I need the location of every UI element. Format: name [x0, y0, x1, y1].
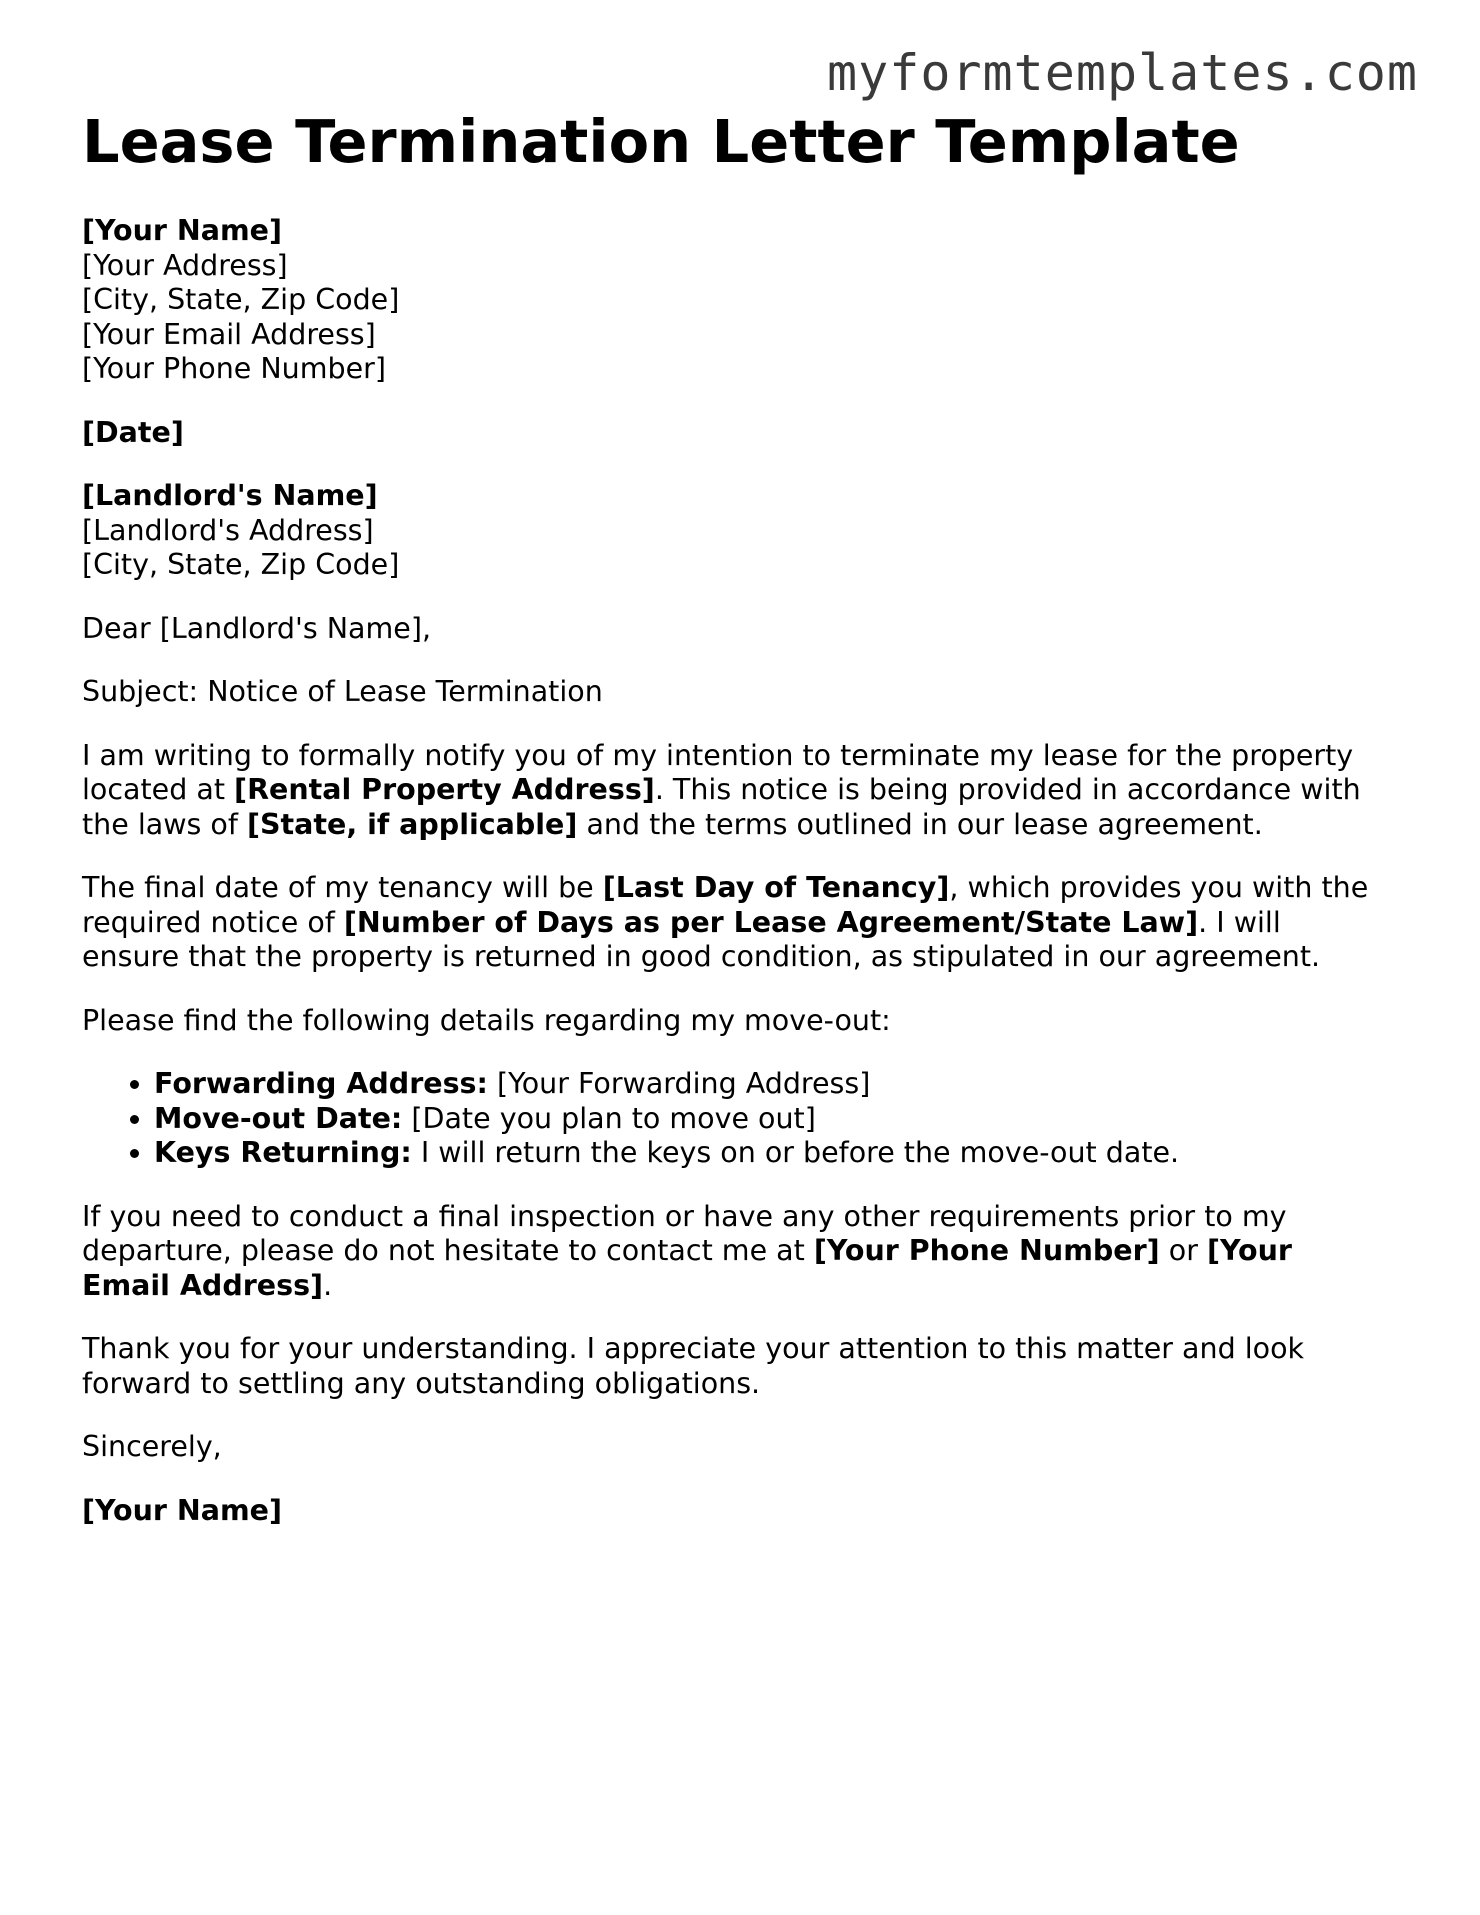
text-segment: . This notice is being provided in accordance with — [654, 773, 1361, 806]
detail-value: [Date you plan to move out] — [402, 1101, 816, 1135]
paragraph-tenancy-line-3: ensure that the property is returned in good condition, as stipulated in our agreement. — [82, 940, 1321, 973]
sender-address: [Your Address] — [82, 248, 288, 282]
sender-block — [82, 214, 1402, 387]
text-segment: . — [323, 1268, 333, 1302]
text-segment: departure, please do not hesitate to contact me at — [82, 1234, 814, 1267]
recipient-name: [Landlord's Name] — [82, 479, 378, 512]
letter-page — [82, 104, 1402, 1528]
date-block — [82, 416, 1402, 451]
detail-value: I will return the keys on or before the move-out date. — [411, 1136, 1180, 1169]
paragraph-contact — [82, 1200, 1402, 1304]
sender-city-state-zip: [City, State, Zip Code] — [82, 283, 400, 316]
detail-value: [Your Forwarding Address] — [487, 1067, 871, 1100]
placeholder-last-day: [Last Day of Tenancy] — [602, 871, 950, 904]
placeholder-notice-days: [Number of Days as per Lease Agreement/State Law] — [343, 905, 1199, 939]
paragraph-thanks — [82, 1332, 1402, 1401]
text-segment: . I will — [1198, 905, 1281, 939]
paragraph-notice-line-1: I am writing to formally notify you of my intention to terminate my lease for the property — [82, 738, 1354, 772]
text-segment: or — [1159, 1234, 1207, 1267]
placeholder-rental-address: [Rental Property Address] — [234, 773, 655, 806]
sender-email: [Your Email Address] — [82, 317, 376, 351]
paragraph-tenancy-line-2 — [82, 906, 1402, 941]
text-segment: the laws of — [82, 807, 247, 841]
letter-date: [Date] — [82, 415, 184, 449]
paragraph-contact-line-3 — [82, 1269, 1402, 1304]
paragraph-contact-line-2 — [82, 1234, 1402, 1269]
recipient-address: [Landlord's Address] — [82, 513, 374, 547]
recipient-city-state-zip: [City, State, Zip Code] — [82, 548, 400, 581]
sender-phone: [Your Phone Number] — [82, 352, 386, 385]
paragraph-notice-line-2 — [82, 773, 1402, 808]
placeholder-state: [State, if applicable] — [246, 807, 578, 841]
placeholder-phone: [Your Phone Number] — [813, 1234, 1160, 1267]
placeholder-email-start: [Your — [1206, 1234, 1292, 1267]
text-segment: located at — [82, 773, 235, 806]
text-segment: and the terms outlined in our lease agreement. — [577, 807, 1263, 841]
paragraph-tenancy — [82, 871, 1402, 975]
salutation: Dear [Landlord's Name], — [82, 611, 431, 645]
paragraph-tenancy-line-1 — [82, 871, 1402, 906]
list-item — [154, 1067, 1402, 1102]
page-title: Lease Termination Letter Template — [82, 107, 1240, 176]
paragraph-thanks-line-1: Thank you for your understanding. I appreciate your attention to this matter and look — [82, 1332, 1305, 1365]
sender-name: [Your Name] — [82, 214, 283, 247]
detail-label: Keys Returning: — [154, 1136, 412, 1169]
detail-label: Move-out Date: — [154, 1101, 403, 1135]
move-out-details-list — [82, 1067, 1402, 1171]
text-segment: , which provides you with the — [949, 871, 1369, 904]
text-segment: required notice of — [82, 905, 344, 939]
closing: Sincerely, — [82, 1430, 222, 1463]
paragraph-notice-line-3 — [82, 808, 1402, 843]
paragraph-contact-line-1: If you need to conduct a final inspection or have any other requirements prior to my — [82, 1199, 1287, 1233]
site-watermark: myformtemplates.com — [827, 44, 1418, 102]
subject-line: Subject: Notice of Lease Termination — [82, 675, 603, 708]
list-item — [154, 1102, 1402, 1137]
text-segment: The final date of my tenancy will be — [82, 871, 603, 904]
paragraph-notice — [82, 739, 1402, 843]
signature-name: [Your Name] — [82, 1493, 283, 1527]
list-item — [154, 1136, 1402, 1171]
recipient-block — [82, 479, 1402, 583]
placeholder-email-end: Email Address] — [82, 1268, 324, 1302]
paragraph-thanks-line-2: forward to settling any outstanding obligations. — [82, 1366, 761, 1400]
detail-label: Forwarding Address: — [154, 1067, 488, 1100]
details-intro: Please find the following details regarding my move-out: — [82, 1003, 891, 1037]
